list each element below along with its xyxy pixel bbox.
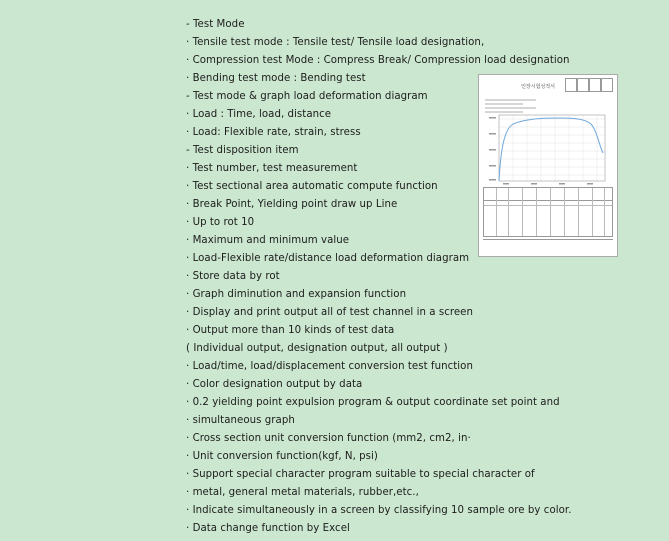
feature-item: · metal, general metal materials, rubber,etc., bbox=[186, 487, 419, 498]
feature-item: ( Individual output, designation output, all output ) bbox=[186, 343, 448, 354]
feature-item: · Test sectional area automatic compute function bbox=[186, 181, 438, 192]
feature-item: - Test mode & graph load deformation diagram bbox=[186, 91, 428, 102]
feature-item: · Tensile test mode : Tensile test/ Tensile load designation, bbox=[186, 37, 485, 48]
feature-item: · Break Point, Yielding point draw up Line bbox=[186, 199, 398, 210]
feature-item: · Color designation output by data bbox=[186, 379, 363, 390]
feature-item: · Graph diminution and expansion function bbox=[186, 289, 407, 300]
feature-item: · Load: Flexible rate, strain, stress bbox=[186, 127, 361, 138]
feature-item: · Load : Time, load, distance bbox=[186, 109, 332, 120]
report-memo bbox=[483, 239, 613, 252]
feature-item: · Support special character program suitable to special character of bbox=[186, 469, 535, 480]
feature-item: · 0.2 yielding point expulsion program & output coordinate set point and bbox=[186, 397, 560, 408]
feature-item: · Up to rot 10 bbox=[186, 217, 255, 228]
feature-item: · Maximum and minimum value bbox=[186, 235, 350, 246]
feature-item: · simultaneous graph bbox=[186, 415, 295, 426]
feature-item: · Unit conversion function(kgf, N, psi) bbox=[186, 451, 378, 462]
feature-item: - Test Mode bbox=[186, 19, 245, 30]
load-curve bbox=[499, 118, 603, 181]
feature-item: · Data change function by Excel bbox=[186, 523, 350, 534]
feature-item: · Output more than 10 kinds of test data bbox=[186, 325, 395, 336]
feature-item: · Cross section unit conversion function (mm2, cm2, in· bbox=[186, 433, 471, 444]
feature-item: · Load/time, load/displacement conversion test function bbox=[186, 361, 473, 372]
feature-item: · Load-Flexible rate/distance load deformation diagram bbox=[186, 253, 470, 264]
feature-item: · Display and print output all of test channel in a screen bbox=[186, 307, 474, 318]
feature-item: - Test disposition item bbox=[186, 145, 299, 156]
result-table bbox=[483, 187, 613, 237]
report-title: 인장시험성적서 bbox=[521, 84, 555, 90]
feature-item: · Test number, test measurement bbox=[186, 163, 358, 174]
feature-item: · Bending test mode : Bending test bbox=[186, 73, 366, 84]
feature-item: · Compression test Mode : Compress Break/ Compression load designation bbox=[186, 55, 570, 66]
feature-item: · Store data by rot bbox=[186, 271, 280, 282]
feature-item: · Indicate simultaneously in a screen by classifying 10 sample ore by color. bbox=[186, 505, 572, 516]
test-report-thumbnail bbox=[478, 74, 618, 257]
